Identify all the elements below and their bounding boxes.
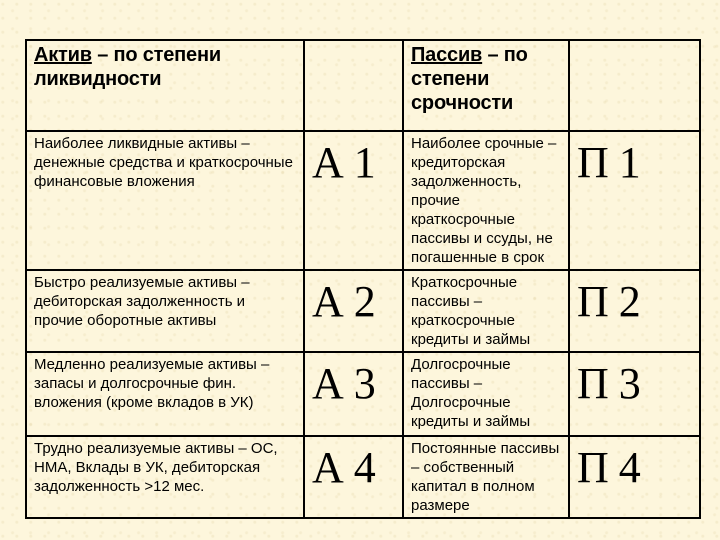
asset-code [312, 134, 396, 188]
asset-code-number: 1 [353, 138, 376, 187]
asset-description-cell [26, 270, 304, 352]
liability-header-rest: – по степени срочности [411, 44, 528, 114]
asset-code-header-cell [304, 40, 403, 131]
asset-code-letter: А [312, 138, 344, 187]
liability-code-cell [569, 270, 700, 352]
liability-code-cell [569, 131, 700, 270]
liability-code-letter: П [577, 359, 609, 408]
asset-header [34, 43, 297, 91]
liability-description: Краткосрочные пассивы – краткосрочные кредиты и займы [411, 274, 531, 348]
liability-header-cell [403, 40, 569, 131]
liability-header-key: Пассив [411, 44, 483, 66]
liability-description: Наиболее срочные – кредиторская задолженность, прочие краткосрочные пассивы и ссуды, не погашенные в срок [411, 135, 557, 266]
asset-description: Медленно реализуемые активы – запасы и долгосрочные фин. вложения (кроме вкладов в УК) [34, 356, 270, 411]
liability-code-header-cell [569, 40, 700, 131]
asset-header-rest: – по степени ликвидности [34, 44, 221, 90]
asset-code-number: 3 [353, 359, 376, 408]
asset-description-cell [26, 352, 304, 436]
liability-description-cell [403, 131, 569, 270]
asset-code [312, 355, 396, 409]
liability-code [577, 273, 693, 327]
liability-code-letter: П [577, 277, 609, 326]
liability-description-cell [403, 436, 569, 518]
asset-code-number: 4 [353, 443, 376, 492]
table-row [26, 131, 700, 270]
liability-description: Постоянные пассивы – собственный капитал в полном размере [411, 440, 560, 514]
asset-code-cell [304, 131, 403, 270]
asset-description: Наиболее ликвидные активы – денежные средства и краткосрочные финансовые вложения [34, 135, 293, 190]
liability-code-cell [569, 352, 700, 436]
asset-header-cell [26, 40, 304, 131]
liquidity-table [25, 39, 701, 519]
liability-code-letter: П [577, 443, 609, 492]
liability-description-cell [403, 270, 569, 352]
asset-code-cell [304, 352, 403, 436]
table-row [26, 436, 700, 518]
asset-description-cell [26, 131, 304, 270]
liability-description-cell [403, 352, 569, 436]
asset-code-cell [304, 436, 403, 518]
table-row [26, 270, 700, 352]
liability-code [577, 134, 693, 188]
asset-code-cell [304, 270, 403, 352]
asset-description: Трудно реализуемые активы – ОС, НМА, Вклады в УК, дебиторская задолженность >12 мес. [34, 440, 278, 495]
liability-code-cell [569, 436, 700, 518]
asset-code-number: 2 [353, 277, 376, 326]
liability-code-letter: П [577, 138, 609, 187]
liability-code-number: 4 [618, 443, 641, 492]
liability-code-number: 3 [618, 359, 641, 408]
asset-header-key: Актив [34, 44, 92, 66]
liability-code [577, 439, 693, 493]
asset-code [312, 273, 396, 327]
asset-description-cell [26, 436, 304, 518]
asset-code-letter: А [312, 277, 344, 326]
liability-code [577, 355, 693, 409]
liability-header [411, 43, 562, 115]
header-row [26, 40, 700, 131]
liability-code-number: 1 [618, 138, 641, 187]
liability-description: Долгосрочные пассивы – Долгосрочные кредиты и займы [411, 356, 531, 430]
liability-code-number: 2 [618, 277, 641, 326]
asset-code-letter: А [312, 443, 344, 492]
asset-description: Быстро реализуемые активы – дебиторская задолженность и прочие оборотные активы [34, 274, 250, 329]
asset-code-letter: А [312, 359, 344, 408]
table-row [26, 352, 700, 436]
asset-code [312, 439, 396, 493]
